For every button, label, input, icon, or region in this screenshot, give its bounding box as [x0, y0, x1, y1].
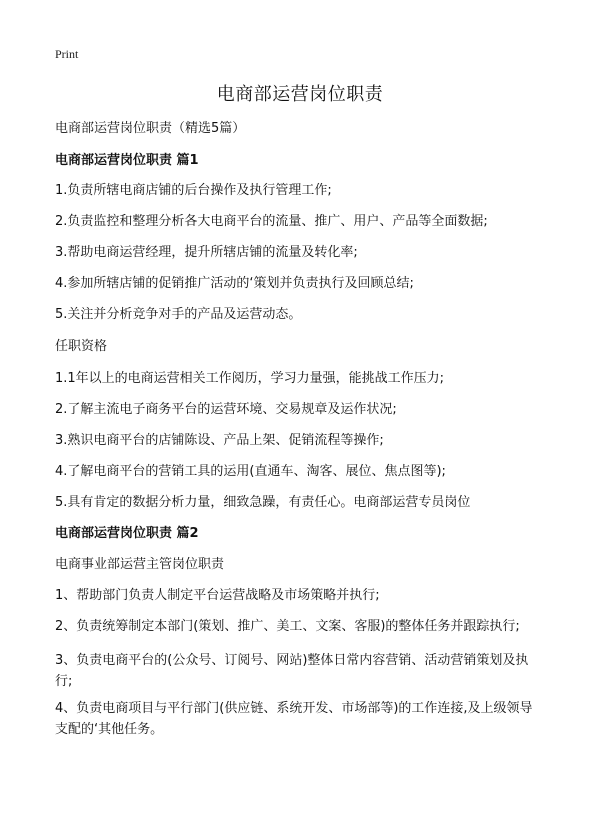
section2-item: 3、负责电商平台的(公众号、订阅号、网站)整体日常内容营销、活动营销策划及执行; [55, 653, 529, 689]
requirement-item: 4.了解电商平台的营销工具的运用(直通车、淘客、展位、焦点图等); [55, 464, 446, 479]
print-label: Print [55, 47, 79, 61]
document-subtitle: 电商部运营岗位职责（精选5篇） [55, 121, 246, 136]
requirement-item: 2.了解主流电子商务平台的运营环境、交易规章及运作状况; [55, 402, 397, 417]
section1-item: 2.负责监控和整理分析各大电商平台的流量、推广、用户、产品等全面数据; [55, 214, 488, 229]
document-title: 电商部运营岗位职责 [216, 84, 384, 105]
section1-item: 3.帮助电商运营经理，提升所辖店铺的流量及转化率; [55, 245, 358, 260]
section1-item: 1.负责所辖电商店铺的后台操作及执行管理工作; [55, 183, 332, 198]
section2-heading: 电商部运营岗位职责 篇2 [55, 526, 199, 541]
requirement-item: 5.具有肯定的数据分析力量，细致急躁，有责任心。电商部运营专员岗位 [55, 495, 471, 510]
section1-heading: 电商部运营岗位职责 篇1 [55, 153, 199, 168]
requirement-item: 1.1年以上的电商运营相关工作阅历，学习力量强，能挑战工作压力; [55, 371, 445, 386]
section2-item: 1、帮助部门负责人制定平台运营战略及市场策略并执行; [55, 588, 380, 603]
section1-item: 4.参加所辖店铺的促销推广活动的‘策划并负责执行及回顾总结; [55, 276, 414, 291]
section2-item: 4、负责电商项目与平行部门(供应链、系统开发、市场部等)的工作连接,及上级领导支配的‘其他任务。 [55, 701, 533, 737]
requirement-item: 3.熟识电商平台的店铺陈设、产品上架、促销流程等操作; [55, 433, 384, 448]
section2-intro: 电商事业部运营主管岗位职责 [55, 557, 225, 572]
section1-item: 5.关注并分析竞争对手的产品及运营动态。 [55, 307, 302, 322]
section2-item: 2、负责统筹制定本部门(策划、推广、美工、文案、客服)的整体任务并跟踪执行; [55, 619, 520, 634]
requirements-heading: 任职资格 [55, 339, 108, 354]
